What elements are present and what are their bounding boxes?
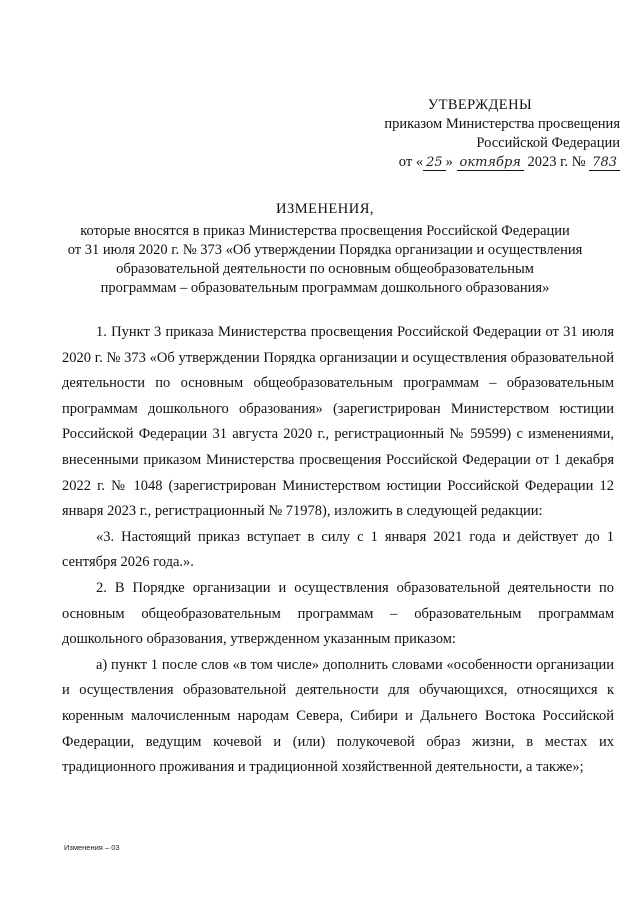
date-day: 25 [423,155,446,171]
paragraph-3: 2. В Порядке организации и осуществления образовательной деятельности по основным общеобразовательным программам – образовательным программам дошкольного образования, утвержденном указанным приказом: [62,579,614,648]
title-line-3: образовательной деятельности по основным общеобразовательным [116,261,534,277]
approval-stamp [330,96,620,172]
title-line-2: от 31 июля 2020 г. № 373 «Об утверждении Порядка организации и осуществления [67,242,583,258]
document-title: ИЗМЕНЕНИЯ, [275,201,375,217]
date-month: октября [457,155,524,171]
order-number: 783 [589,155,620,171]
date-prefix: от « [398,154,424,170]
approval-date-line [330,153,620,172]
document-body [62,320,614,781]
date-year: 2023 г. № [527,154,586,170]
title-line-1: которые вносятся в приказ Министерства просвещения Российской Федерации [80,223,570,239]
paragraph-4: а) пункт 1 после слов «в том числе» дополнить словами «особенности организации и осуществления образовательной деятельности для обучающихся, относящихся к коренным малочисленным народам Севера, Сибири и Дальнего Востока Российской Федерации, ведущим кочевой и (или) полукочевой образ жизни, в местах их традиционного проживания и традиционной хозяйственной деятельности, а также»; [62,656,614,776]
date-separator: » [445,154,453,170]
paragraph-2: «3. Настоящий приказ вступает в силу с 1 января 2021 года и действует до 1 сентября 2026 года.». [62,528,614,571]
approval-heading: УТВЕРЖДЕНЫ [427,97,532,113]
approval-line-1: приказом Министерства просвещения [384,116,620,132]
title-line-4: программам – образовательным программам дошкольного образования» [100,280,550,296]
approval-line-2: Российской Федерации [476,135,620,151]
page-footer: Изменения – 03 [64,843,120,852]
paragraph-1: 1. Пункт 3 приказа Министерства просвещения Российской Федерации от 31 июля 2020 г. № 373 «Об утверждении Порядка организации и осуществления образовательной деятельности по основным общеобразовательным программам – образовательным программам дошкольного образования» (зарегистрирован Министерством юстиции Российской Федерации 31 августа 2020 г., регистрационный № 59599) с изменениями, внесенными приказом Министерства просвещения Российской Федерации от 1 декабря 2022 г. № 1048 (зарегистрирован Министерством юстиции Российской Федерации 12 января 2023 г., регистрационный № 71978), изложить в следующей редакции: [62,324,614,520]
document-title-block [60,200,590,298]
